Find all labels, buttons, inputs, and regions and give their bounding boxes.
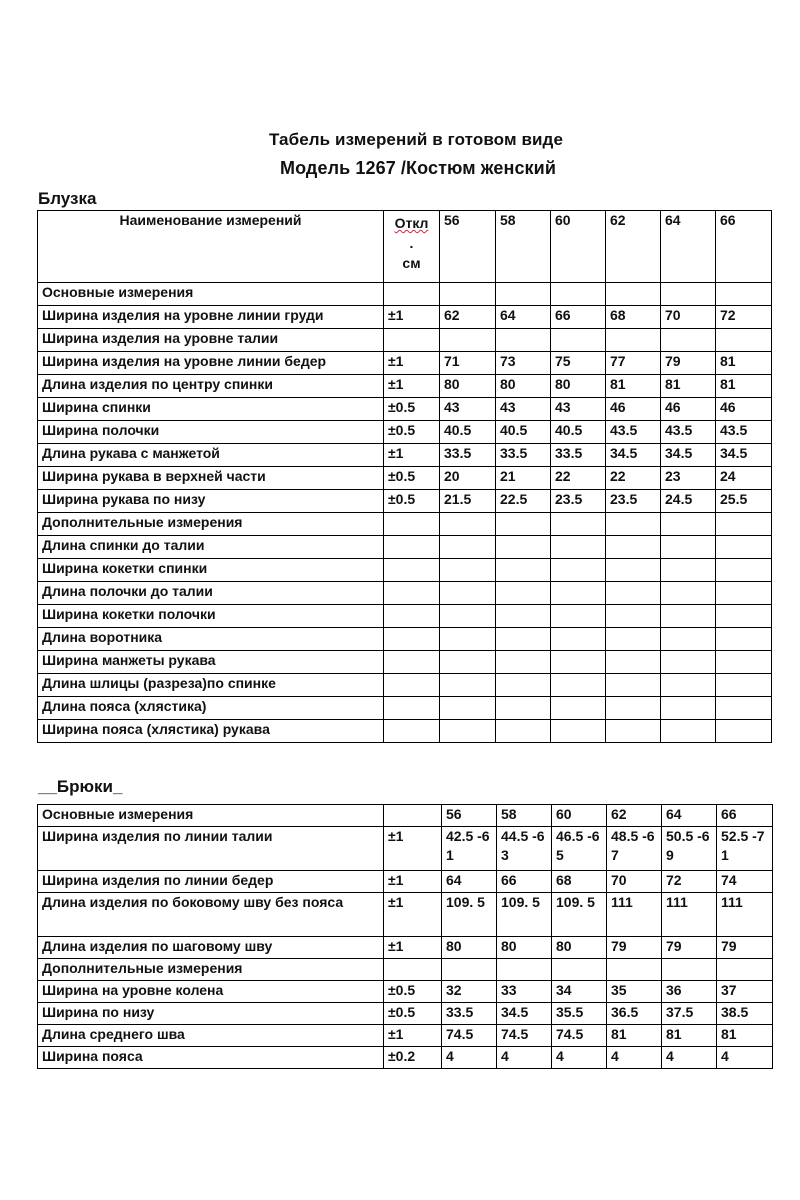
- pants-size-value: [662, 959, 717, 981]
- blouse-measurement-name: Длина воротника: [38, 628, 384, 651]
- blouse-size-value: [606, 283, 661, 306]
- pants-size-value: 4: [717, 1047, 773, 1069]
- blouse-size-value: [716, 651, 772, 674]
- blouse-measurement-name: Длина полочки до талии: [38, 582, 384, 605]
- pants-size-value: 111: [717, 893, 773, 937]
- blouse-size-value: 80: [440, 375, 496, 398]
- pants-size-value: 64: [442, 871, 497, 893]
- blouse-size-value: [716, 536, 772, 559]
- blouse-tolerance-value: ±1: [384, 375, 440, 398]
- pants-size-value: 81: [717, 1025, 773, 1047]
- table-row: [38, 421, 772, 444]
- blouse-size-value: 25.5: [716, 490, 772, 513]
- blouse-size-value: [551, 651, 606, 674]
- blouse-size-value: [496, 605, 551, 628]
- pants-measurement-name: Длина среднего шва: [38, 1025, 384, 1047]
- pants-size-value: 37: [717, 981, 773, 1003]
- table-row: [38, 893, 773, 937]
- blouse-size-value: [496, 674, 551, 697]
- blouse-size-value: [551, 329, 606, 352]
- pants-size-value: 36: [662, 981, 717, 1003]
- pants-size-value: 79: [607, 937, 662, 959]
- blouse-size-value: 43.5: [716, 421, 772, 444]
- blouse-size-value: 34.5: [661, 444, 716, 467]
- blouse-size-value: [440, 720, 496, 743]
- pants-size-value: 111: [662, 893, 717, 937]
- blouse-size-value: 33.5: [440, 444, 496, 467]
- pants-size-value: 80: [442, 937, 497, 959]
- pants-size-value: 36.5: [607, 1003, 662, 1025]
- pants-size-value: 80: [497, 937, 552, 959]
- blouse-size-value: [551, 674, 606, 697]
- pants-header-row: [38, 805, 773, 827]
- pants-tolerance-value: ±0.2: [384, 1047, 442, 1069]
- blouse-size-value: 71: [440, 352, 496, 375]
- table-row: [38, 628, 772, 651]
- blouse-size-value: [661, 582, 716, 605]
- blouse-tolerance-value: ±1: [384, 444, 440, 467]
- blouse-measurement-name: Ширина рукава в верхней части: [38, 467, 384, 490]
- blouse-size-value: [551, 720, 606, 743]
- pants-size-value: 4: [552, 1047, 607, 1069]
- tolerance-header: [384, 211, 440, 283]
- blouse-size-value: 33.5: [551, 444, 606, 467]
- pants-tolerance-value: ±1: [384, 1025, 442, 1047]
- pants-size-value: 37.5: [662, 1003, 717, 1025]
- blouse-size-value: [661, 697, 716, 720]
- blouse-size-value: [606, 674, 661, 697]
- table-row: [38, 398, 772, 421]
- blouse-size-value: 24.5: [661, 490, 716, 513]
- blouse-tolerance-value: [384, 674, 440, 697]
- blouse-size-value: [661, 720, 716, 743]
- pants-size-value: 35: [607, 981, 662, 1003]
- blouse-measurement-name: Длина пояса (хлястика): [38, 697, 384, 720]
- blouse-size-value: 81: [606, 375, 661, 398]
- table-row: [38, 1025, 773, 1047]
- pants-size-value: 68: [552, 871, 607, 893]
- blouse-tolerance-value: [384, 559, 440, 582]
- pants-size-value: 4: [442, 1047, 497, 1069]
- pants-measurement-name: Ширина на уровне колена: [38, 981, 384, 1003]
- pants-size-value: 70: [607, 871, 662, 893]
- blouse-size-value: [551, 513, 606, 536]
- table-row: [38, 444, 772, 467]
- blouse-size-value: 20: [440, 467, 496, 490]
- pants-size-header-60: 60: [552, 805, 607, 827]
- table-row: [38, 697, 772, 720]
- blouse-tolerance-value: [384, 651, 440, 674]
- table-row: [38, 827, 773, 871]
- blouse-size-value: [716, 582, 772, 605]
- pants-size-value: 35.5: [552, 1003, 607, 1025]
- blouse-size-value: [716, 283, 772, 306]
- blouse-size-value: 73: [496, 352, 551, 375]
- pants-size-header-64: 64: [662, 805, 717, 827]
- pants-size-value: [717, 959, 773, 981]
- table-row: [38, 283, 772, 306]
- blouse-header-row: [38, 211, 772, 283]
- blouse-size-value: 24: [716, 467, 772, 490]
- pants-size-value: 44.5 -63: [497, 827, 552, 871]
- blouse-size-value: [496, 283, 551, 306]
- blouse-measurement-name: Дополнительные измерения: [38, 513, 384, 536]
- document-title: Табель измерений в готовом виде: [269, 130, 563, 149]
- blouse-measurement-name: Ширина кокетки полочки: [38, 605, 384, 628]
- blouse-size-value: 68: [606, 306, 661, 329]
- table-row: [38, 1047, 773, 1069]
- blouse-size-value: 34.5: [606, 444, 661, 467]
- pants-size-value: 74.5: [552, 1025, 607, 1047]
- blouse-size-value: 40.5: [440, 421, 496, 444]
- pants-tolerance-value: [384, 959, 442, 981]
- pants-measurement-name: Дополнительные измерения: [38, 959, 384, 981]
- blouse-size-value: [551, 628, 606, 651]
- pants-size-header-62: 62: [607, 805, 662, 827]
- blouse-size-value: [440, 513, 496, 536]
- pants-tolerance-value: ±1: [384, 871, 442, 893]
- tolerance-header-line3: см: [402, 255, 421, 271]
- blouse-size-value: [496, 720, 551, 743]
- blouse-measurement-name: Длина рукава с манжетой: [38, 444, 384, 467]
- blouse-size-value: 81: [716, 352, 772, 375]
- table-row: [38, 871, 773, 893]
- blouse-size-value: [440, 674, 496, 697]
- blouse-size-value: [551, 582, 606, 605]
- blouse-size-value: 66: [551, 306, 606, 329]
- blouse-tolerance-value: ±0.5: [384, 398, 440, 421]
- blouse-size-value: [440, 536, 496, 559]
- blouse-size-value: 79: [661, 352, 716, 375]
- blouse-size-value: [716, 697, 772, 720]
- pants-size-value: [552, 959, 607, 981]
- blouse-size-value: [496, 536, 551, 559]
- blouse-measurement-name: Ширина полочки: [38, 421, 384, 444]
- blouse-size-value: 81: [661, 375, 716, 398]
- blouse-tolerance-value: [384, 329, 440, 352]
- pants-size-value: 4: [662, 1047, 717, 1069]
- pants-size-value: 66: [497, 871, 552, 893]
- pants-size-value: 34: [552, 981, 607, 1003]
- blouse-tolerance-value: ±0.5: [384, 421, 440, 444]
- pants-measurement-name: Длина изделия по шаговому шву: [38, 937, 384, 959]
- blouse-size-value: [661, 651, 716, 674]
- model-title: Модель 1267 /Костюм женский: [279, 158, 556, 178]
- blouse-size-value: 46: [606, 398, 661, 421]
- blouse-size-value: 43: [551, 398, 606, 421]
- pants-basic-measurements-label: Основные измерения: [38, 805, 384, 827]
- table-row: [38, 937, 773, 959]
- pants-size-header-56: 56: [442, 805, 497, 827]
- blouse-size-value: [606, 697, 661, 720]
- pants-measurement-name: Ширина пояса: [38, 1047, 384, 1069]
- pants-size-value: 33: [497, 981, 552, 1003]
- pants-size-value: 81: [662, 1025, 717, 1047]
- pants-measurement-name: Ширина изделия по линии бедер: [38, 871, 384, 893]
- table-row: [38, 1003, 773, 1025]
- size-header-64: 64: [661, 211, 716, 283]
- pants-size-value: 109. 5: [497, 893, 552, 937]
- blouse-size-value: [606, 628, 661, 651]
- pants-heading: __Брюки_: [38, 777, 123, 796]
- blouse-size-value: 40.5: [496, 421, 551, 444]
- table-row: [38, 582, 772, 605]
- table-row: [38, 375, 772, 398]
- blouse-size-value: [440, 697, 496, 720]
- pants-size-value: 72: [662, 871, 717, 893]
- pants-size-value: 74.5: [442, 1025, 497, 1047]
- blouse-measurements-table: [37, 210, 772, 743]
- blouse-tolerance-value: [384, 283, 440, 306]
- blouse-measurement-name: Основные измерения: [38, 283, 384, 306]
- blouse-size-value: [551, 536, 606, 559]
- blouse-heading: Блузка: [38, 189, 97, 208]
- blouse-size-value: [661, 674, 716, 697]
- blouse-size-value: [440, 329, 496, 352]
- pants-size-value: 109. 5: [442, 893, 497, 937]
- table-row: [38, 352, 772, 375]
- blouse-size-value: 43.5: [661, 421, 716, 444]
- table-row: [38, 467, 772, 490]
- blouse-tolerance-value: [384, 605, 440, 628]
- blouse-tolerance-value: ±1: [384, 306, 440, 329]
- blouse-size-value: 81: [716, 375, 772, 398]
- blouse-size-value: [440, 605, 496, 628]
- blouse-measurement-name: Ширина рукава по низу: [38, 490, 384, 513]
- blouse-size-value: [551, 283, 606, 306]
- table-row: [38, 720, 772, 743]
- table-row: [38, 559, 772, 582]
- pants-size-value: 81: [607, 1025, 662, 1047]
- table-row: [38, 674, 772, 697]
- pants-tolerance-value: ±1: [384, 893, 442, 937]
- pants-measurement-name: Длина изделия по боковому шву без пояса: [38, 893, 384, 937]
- pants-size-value: [607, 959, 662, 981]
- pants-size-value: 80: [552, 937, 607, 959]
- blouse-tolerance-value: [384, 536, 440, 559]
- blouse-size-value: [440, 628, 496, 651]
- blouse-size-value: 43: [496, 398, 551, 421]
- blouse-measurement-name: Ширина манжеты рукава: [38, 651, 384, 674]
- blouse-tolerance-value: [384, 628, 440, 651]
- blouse-measurement-name: Ширина изделия на уровне талии: [38, 329, 384, 352]
- blouse-tolerance-value: ±0.5: [384, 490, 440, 513]
- blouse-measurement-name: Ширина изделия на уровне линии груди: [38, 306, 384, 329]
- blouse-size-value: 22: [606, 467, 661, 490]
- pants-size-value: 4: [607, 1047, 662, 1069]
- pants-size-value: 4: [497, 1047, 552, 1069]
- blouse-size-value: [716, 559, 772, 582]
- pants-size-header-58: 58: [497, 805, 552, 827]
- table-row: [38, 959, 773, 981]
- blouse-tolerance-value: [384, 697, 440, 720]
- pants-size-value: 74.5: [497, 1025, 552, 1047]
- blouse-size-value: [716, 720, 772, 743]
- blouse-tolerance-value: ±1: [384, 352, 440, 375]
- blouse-size-value: [606, 582, 661, 605]
- blouse-size-value: [440, 283, 496, 306]
- table-row: [38, 513, 772, 536]
- pants-size-value: 79: [717, 937, 773, 959]
- blouse-size-value: [716, 674, 772, 697]
- pants-measurement-name: Ширина изделия по линии талии: [38, 827, 384, 871]
- pants-size-value: 52.5 -71: [717, 827, 773, 871]
- blouse-measurement-name: Длина шлицы (разреза)по спинке: [38, 674, 384, 697]
- blouse-size-value: [661, 536, 716, 559]
- blouse-size-value: [496, 582, 551, 605]
- size-header-60: 60: [551, 211, 606, 283]
- blouse-size-value: 43.5: [606, 421, 661, 444]
- blouse-size-value: 75: [551, 352, 606, 375]
- table-row: [38, 605, 772, 628]
- table-row: [38, 490, 772, 513]
- blouse-measurement-name: Длина спинки до талии: [38, 536, 384, 559]
- blouse-size-value: [661, 559, 716, 582]
- blouse-size-value: 34.5: [716, 444, 772, 467]
- blouse-size-value: 46: [716, 398, 772, 421]
- blouse-size-value: [551, 605, 606, 628]
- blouse-size-value: [716, 605, 772, 628]
- blouse-size-value: 23: [661, 467, 716, 490]
- table-row: [38, 651, 772, 674]
- blouse-size-value: [606, 651, 661, 674]
- table-row: [38, 981, 773, 1003]
- blouse-tolerance-value: [384, 582, 440, 605]
- pants-size-value: 34.5: [497, 1003, 552, 1025]
- blouse-size-value: [496, 513, 551, 536]
- blouse-size-value: 72: [716, 306, 772, 329]
- blouse-size-value: 46: [661, 398, 716, 421]
- pants-size-value: 109. 5: [552, 893, 607, 937]
- blouse-measurement-name: Ширина кокетки спинки: [38, 559, 384, 582]
- blouse-tolerance-value: [384, 513, 440, 536]
- blouse-size-value: [440, 559, 496, 582]
- blouse-size-value: [716, 513, 772, 536]
- blouse-size-value: [661, 513, 716, 536]
- blouse-size-value: [606, 559, 661, 582]
- blouse-size-value: [606, 605, 661, 628]
- pants-tolerance-value: ±1: [384, 827, 442, 871]
- blouse-size-value: 21: [496, 467, 551, 490]
- pants-tolerance-value: ±1: [384, 937, 442, 959]
- pants-measurements-table: [37, 804, 773, 1069]
- measurement-name-header: Наименование измерений: [38, 211, 384, 283]
- size-header-56: 56: [440, 211, 496, 283]
- blouse-size-value: [440, 582, 496, 605]
- blouse-size-value: [496, 559, 551, 582]
- blouse-size-value: [716, 329, 772, 352]
- table-row: [38, 536, 772, 559]
- blouse-size-value: 62: [440, 306, 496, 329]
- tolerance-header-line2: .: [409, 235, 414, 251]
- size-header-58: 58: [496, 211, 551, 283]
- size-header-62: 62: [606, 211, 661, 283]
- pants-tolerance-value: ±0.5: [384, 1003, 442, 1025]
- blouse-size-value: 22.5: [496, 490, 551, 513]
- pants-size-value: 42.5 -61: [442, 827, 497, 871]
- blouse-size-value: [716, 628, 772, 651]
- pants-size-header-66: 66: [717, 805, 773, 827]
- blouse-size-value: 77: [606, 352, 661, 375]
- pants-size-value: [442, 959, 497, 981]
- blouse-measurement-name: Ширина спинки: [38, 398, 384, 421]
- blouse-size-value: [661, 628, 716, 651]
- blouse-size-value: [606, 536, 661, 559]
- pants-size-value: 111: [607, 893, 662, 937]
- size-header-66: 66: [716, 211, 772, 283]
- blouse-size-value: [606, 329, 661, 352]
- blouse-tolerance-value: ±0.5: [384, 467, 440, 490]
- blouse-size-value: [551, 697, 606, 720]
- table-row: [38, 329, 772, 352]
- blouse-measurement-name: Ширина пояса (хлястика) рукава: [38, 720, 384, 743]
- blouse-size-value: 33.5: [496, 444, 551, 467]
- pants-size-value: 38.5: [717, 1003, 773, 1025]
- blouse-size-value: [606, 513, 661, 536]
- pants-measurement-name: Ширина по низу: [38, 1003, 384, 1025]
- blouse-size-value: 70: [661, 306, 716, 329]
- blouse-size-value: [496, 651, 551, 674]
- blouse-size-value: [551, 559, 606, 582]
- blouse-size-value: 43: [440, 398, 496, 421]
- blouse-measurement-name: Длина изделия по центру спинки: [38, 375, 384, 398]
- blouse-size-value: 21.5: [440, 490, 496, 513]
- pants-tolerance-header: [384, 805, 442, 827]
- tolerance-header-line1: Откл: [394, 215, 429, 231]
- blouse-size-value: 40.5: [551, 421, 606, 444]
- pants-size-value: 33.5: [442, 1003, 497, 1025]
- blouse-size-value: 80: [551, 375, 606, 398]
- blouse-size-value: [606, 720, 661, 743]
- blouse-size-value: [661, 283, 716, 306]
- blouse-size-value: [661, 605, 716, 628]
- table-row: [38, 306, 772, 329]
- blouse-size-value: [440, 651, 496, 674]
- pants-size-value: 74: [717, 871, 773, 893]
- blouse-measurement-name: Ширина изделия на уровне линии бедер: [38, 352, 384, 375]
- pants-tolerance-value: ±0.5: [384, 981, 442, 1003]
- pants-size-value: 79: [662, 937, 717, 959]
- blouse-size-value: 23.5: [551, 490, 606, 513]
- pants-size-value: 32: [442, 981, 497, 1003]
- pants-size-value: 48.5 -67: [607, 827, 662, 871]
- blouse-size-value: 64: [496, 306, 551, 329]
- pants-size-value: [497, 959, 552, 981]
- pants-size-value: 46.5 -65: [552, 827, 607, 871]
- blouse-tolerance-value: [384, 720, 440, 743]
- blouse-size-value: 23.5: [606, 490, 661, 513]
- blouse-size-value: [496, 697, 551, 720]
- blouse-size-value: [496, 628, 551, 651]
- blouse-size-value: [661, 329, 716, 352]
- pants-size-value: 50.5 -69: [662, 827, 717, 871]
- blouse-size-value: 80: [496, 375, 551, 398]
- blouse-size-value: [496, 329, 551, 352]
- blouse-size-value: 22: [551, 467, 606, 490]
